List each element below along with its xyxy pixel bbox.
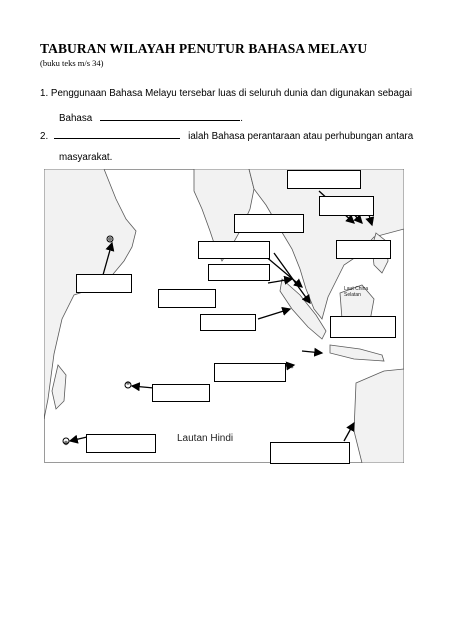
answer-box-4[interactable] [336,240,391,259]
question-2-text: ialah Bahasa perantaraan atau perhubungan antara [188,131,414,142]
question-1-end: . [240,113,243,124]
page-subtitle: (buku teks m/s 34) [40,58,104,68]
answer-box-12[interactable] [152,384,210,402]
java-islands [330,345,384,361]
answer-box-14[interactable] [270,442,350,464]
answer-box-2[interactable] [319,196,374,216]
answer-box-13[interactable] [86,434,156,453]
page-title: TABURAN WILAYAH PENUTUR BAHASA MELAYU [40,41,368,56]
answer-box-7[interactable] [76,274,132,293]
question-1-continuation: Bahasa [59,113,93,124]
madagascar [52,365,66,409]
question-2-number: 2. [40,131,49,142]
australia-landmass [354,369,404,463]
answer-box-10[interactable] [330,316,396,338]
sea-label-line-1: Laut China [344,286,369,292]
answer-box-11[interactable] [214,363,286,382]
question-2-line-2 [59,152,112,163]
question-2-continuation: masyarakat. [59,152,113,163]
question-1 [40,88,412,99]
answer-box-8[interactable] [158,289,216,308]
answer-blank-1[interactable] [100,112,240,121]
question-1-text: Penggunaan Bahasa Melayu tersebar luas di seluruh dunia dan digunakan sebagai [50,88,413,99]
question-2 [40,130,413,142]
question-1-line-2 [59,112,243,124]
sea-label [344,286,368,298]
answer-box-5[interactable] [198,241,270,259]
answer-box-3[interactable] [234,214,304,233]
question-1-number: 1. [40,88,49,99]
answer-box-9[interactable] [200,314,256,331]
answer-blank-2[interactable] [54,130,180,139]
sea-label-line-2: Selatan [344,292,361,298]
ocean-label: Lautan Hindi [177,433,234,444]
answer-box-1[interactable] [287,170,361,189]
answer-box-6[interactable] [208,264,270,281]
